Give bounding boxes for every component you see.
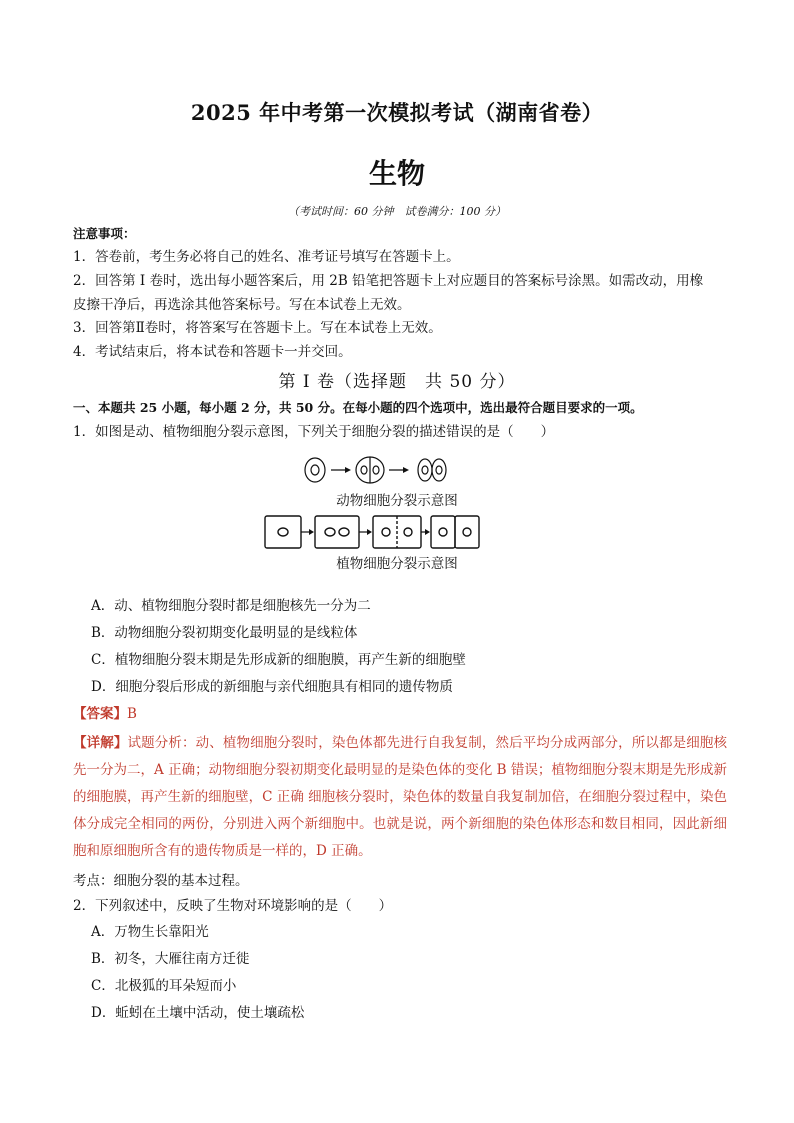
- q1-answer: [73, 704, 137, 724]
- notice-title: 注意事项：: [73, 226, 136, 241]
- answer-label: 【答案】: [73, 706, 127, 722]
- exam-title: 2025 年中考第一次模拟考试（湖南省卷）: [190, 100, 604, 125]
- exam-info: （考试时间：60 分钟 试卷满分：100 分）: [288, 205, 506, 218]
- section-title: 第 I 卷（选择题 共 50 分）: [278, 372, 516, 392]
- q2-option-a: A．万物生长靠阳光: [91, 924, 209, 940]
- animal-cell-1: [305, 458, 325, 482]
- notice-item-2-cont: 皮擦干净后，再选涂其他答案标号。写在本试卷上无效。: [73, 297, 411, 313]
- plant-cell-4b: [455, 516, 479, 548]
- section-instruction: 一、本题共 25 小题，每小题 2 分，共 50 分。在每小题的四个选项中，选出最符合题目要求的一项。: [73, 400, 643, 415]
- q1-option-b: B．动物细胞分裂初期变化最明显的是线粒体: [91, 625, 358, 641]
- detail-text: 试题分析：动、植物细胞分裂时，染色体都先进行自我复制，然后平均分成两部分，所以都是细胞核先一分为二，A 正确；动物细胞分裂初期变化最明显的是染色体的变化 B 错误；植物细胞分裂末期是先形成新的细胞膜，再产生新的细胞壁，C 正确 细胞核分裂时，染色体的数量自我复制加倍，在细胞分裂过程中，染色体分成完全相同的两份，分别进入两个新细胞中。也就是说，两个新细胞的染色体形态和数目相同，因此新细胞和原细胞所含有的遗传物质是一样的，D 正确。: [73, 735, 728, 859]
- q1-option-a: A．动、植物细胞分裂时都是细胞核先一分为二: [91, 598, 371, 614]
- animal-figure-caption: 动物细胞分裂示意图: [336, 493, 458, 509]
- q1-stem: 1．如图是动、植物细胞分裂示意图，下列关于细胞分裂的描述错误的是（ ）: [73, 424, 555, 440]
- plant-figure-caption: 植物细胞分裂示意图: [336, 556, 458, 572]
- q2-option-c: C．北极狐的耳朵短而小: [91, 978, 237, 994]
- detail-label: 【详解】: [73, 735, 128, 751]
- animal-cell-3a: [418, 459, 432, 481]
- notice-item-3: 3．回答第Ⅱ卷时，将答案写在答题卡上。写在本试卷上无效。: [73, 320, 442, 336]
- q2-option-d: D．蚯蚓在土壤中活动，使土壤疏松: [91, 1005, 305, 1021]
- q1-kaodian: 考点：细胞分裂的基本过程。: [73, 873, 249, 889]
- q1-option-c: C．植物细胞分裂末期是先形成新的细胞膜，再产生新的细胞壁: [91, 652, 466, 668]
- q2-option-b: B．初冬，大雁往南方迁徙: [91, 951, 250, 967]
- animal-cell-3b: [432, 459, 446, 481]
- animal-cell-1-nucleus: [311, 465, 319, 475]
- notice-item-2: 2．回答第 I 卷时，选出每小题答案后，用 2B 铅笔把答题卡上对应题目的答案标号涂黑。如需改动，用橡: [73, 273, 704, 289]
- notice-item-1: 1．答卷前，考生务必将自己的姓名、准考证号填写在答题卡上。: [73, 249, 460, 265]
- q1-detail: [73, 730, 727, 865]
- subject-title: 生物: [368, 157, 425, 190]
- answer-value: B: [127, 706, 137, 722]
- notice-item-4: 4．考试结束后，将本试卷和答题卡一并交回。: [73, 344, 352, 360]
- plant-cell-2: [315, 516, 359, 548]
- q1-option-d: D．细胞分裂后形成的新细胞与亲代细胞具有相同的遗传物质: [91, 679, 453, 695]
- plant-cell-1: [265, 516, 301, 548]
- plant-cell-4a: [431, 516, 455, 548]
- q2-stem: 2．下列叙述中，反映了生物对环境影响的是（ ）: [73, 898, 393, 914]
